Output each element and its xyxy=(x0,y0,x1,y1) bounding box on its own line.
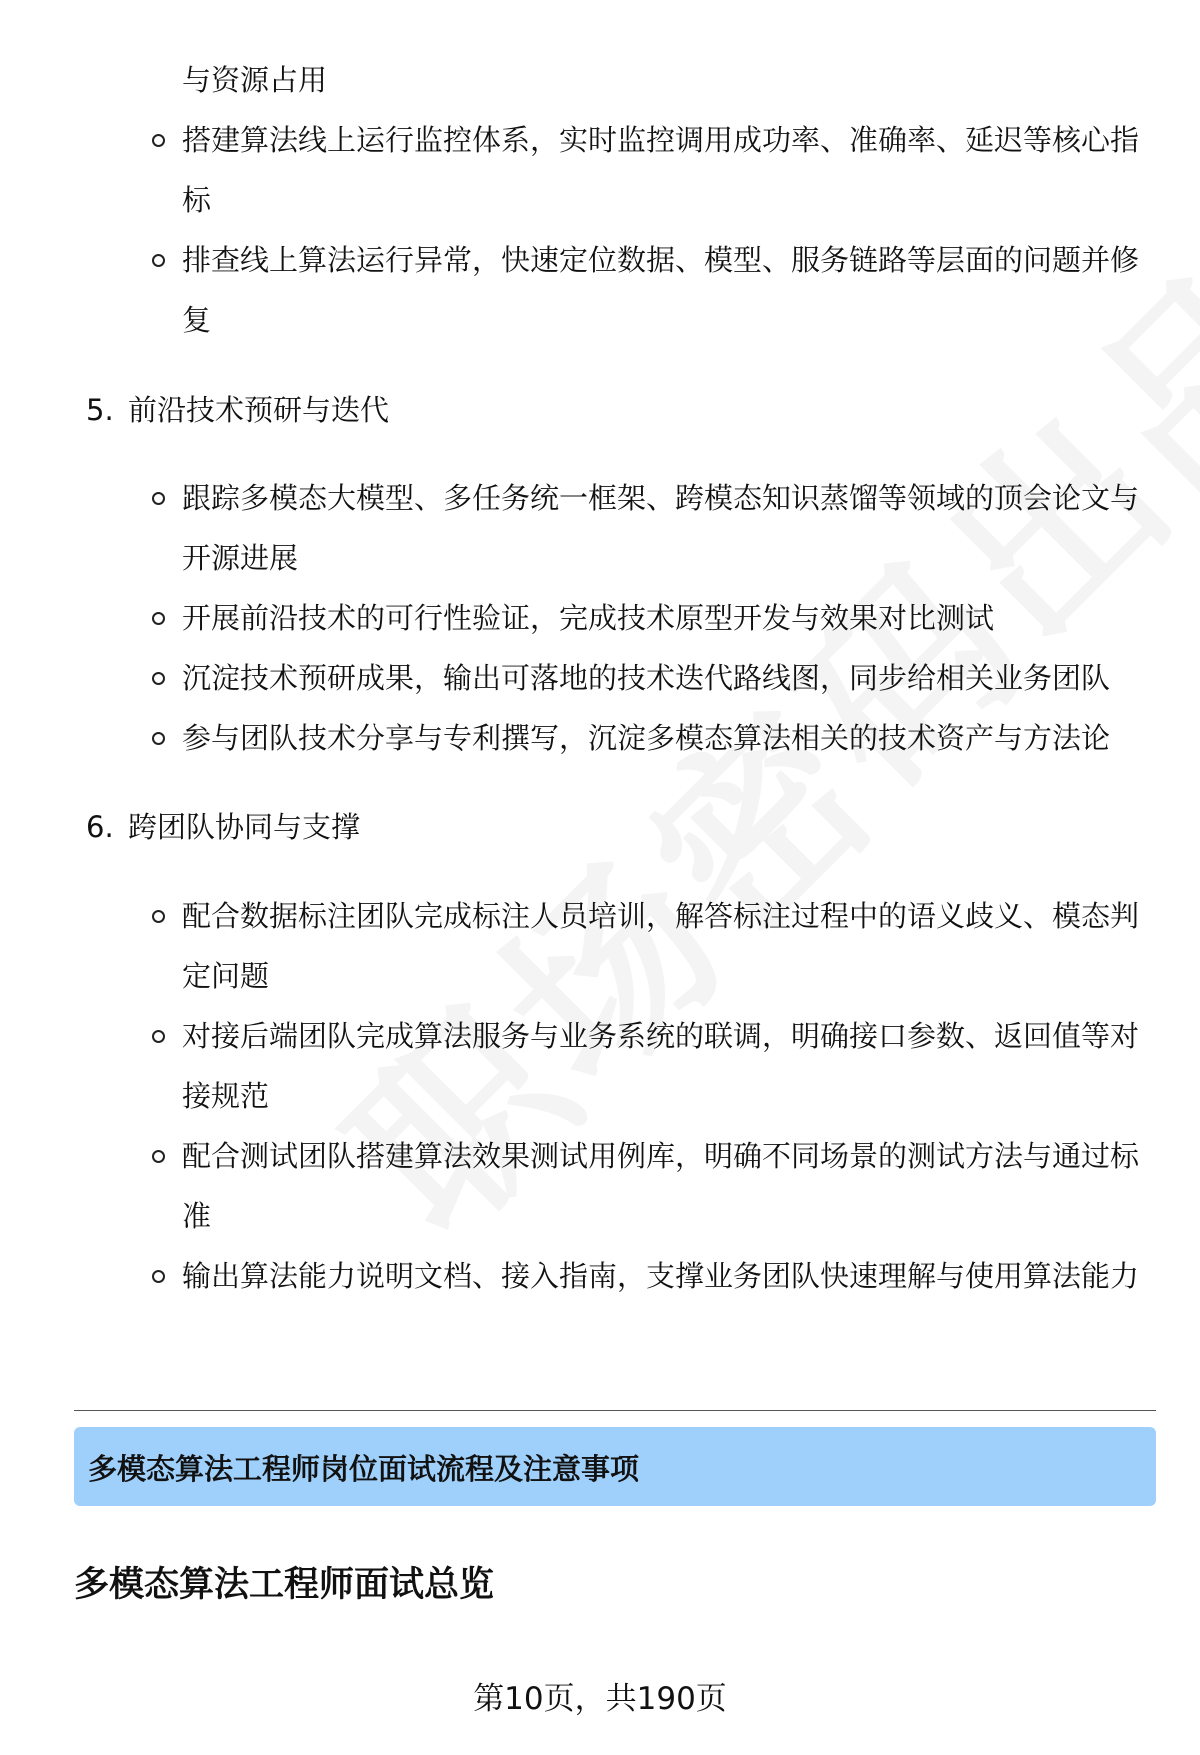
section-divider xyxy=(74,1410,1156,1411)
list-item: 配合数据标注团队完成标注人员培训，解答标注过程中的语义歧义、模态判定问题 xyxy=(0,886,1200,1006)
page-footer: 第10页，共190页 xyxy=(473,1681,727,1717)
list-item: 沉淀技术预研成果，输出可落地的技术迭代路线图，同步给相关业务团队 xyxy=(0,648,1200,708)
list-item: 排查线上算法运行异常，快速定位数据、模型、服务链路等层面的问题并修复 xyxy=(0,230,1200,350)
list-item: 开展前沿技术的可行性验证，完成技术原型开发与效果对比测试 xyxy=(0,588,1200,648)
section5-list xyxy=(0,468,1200,768)
list-item: 参与团队技术分享与专利撰写，沉淀多模态算法相关的技术资产与方法论 xyxy=(0,708,1200,768)
list-item: 跟踪多模态大模型、多任务统一框架、跨模态知识蒸馏等领域的顶会论文与开源进展 xyxy=(0,468,1200,588)
list-item: 配合测试团队搭建算法效果测试用例库，明确不同场景的测试方法与通过标准 xyxy=(0,1126,1200,1246)
section-title-6 xyxy=(86,807,360,847)
section-title-text: 前沿技术预研与迭代 xyxy=(128,393,390,427)
section-number: 6. xyxy=(86,810,114,844)
section-title-5 xyxy=(86,390,389,430)
banner-title: 多模态算法工程师岗位面试流程及注意事项 xyxy=(88,1452,640,1486)
section6-list xyxy=(0,886,1200,1306)
section-banner xyxy=(74,1427,1156,1506)
list-item: 输出算法能力说明文档、接入指南，支撑业务团队快速理解与使用算法能力 xyxy=(0,1246,1200,1306)
section-number: 5. xyxy=(86,393,114,427)
list-item: 搭建算法线上运行监控体系，实时监控调用成功率、准确率、延迟等核心指标 xyxy=(0,110,1200,230)
section-title-text: 跨团队协同与支撑 xyxy=(128,810,361,844)
continued-text: 与资源占用 xyxy=(182,63,328,97)
section4-list xyxy=(0,110,1200,350)
list-item: 对接后端团队完成算法服务与业务系统的联调，明确接口参数、返回值等对接规范 xyxy=(0,1006,1200,1126)
subsection-heading: 多模态算法工程师面试总览 xyxy=(74,1565,495,1605)
